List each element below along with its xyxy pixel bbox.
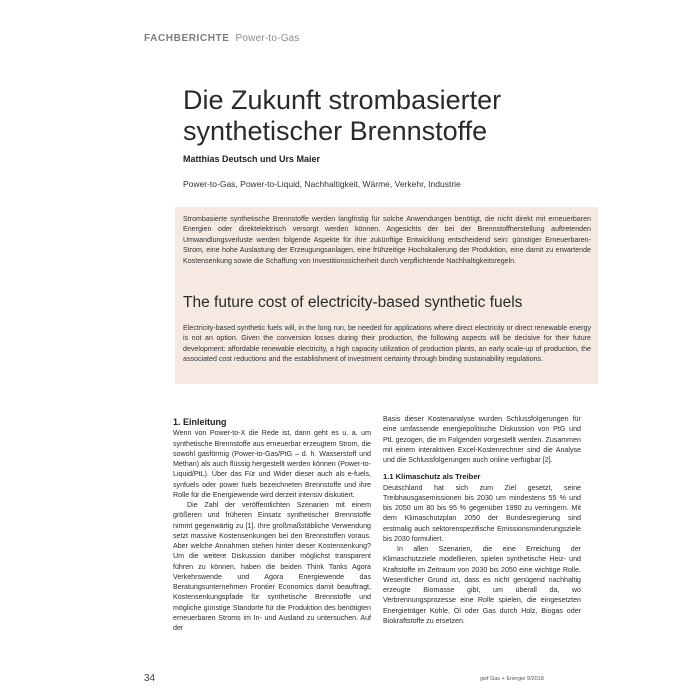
paragraph: Die Zahl der veröffentlichten Szenarien mit einem größeren und früheren Einsatz synthetischer Brennstoffe nimmt gegenwärtig zu [1]. Ihre großmaßstäbliche Verwendung setzt massive Kostensenkungen bei den Brennstoffen voraus. Aber welche Annahmen stehen hinter dieser Kostensenkung? Um die weitere Diskussion darüber möglichst transparent führen zu können, haben die beiden Think Tanks Agora Verkehrswende und Agora Energiewende das Beratungsunternehmen Frontier Economics damit beauftragt, Kostensenkungspfade für synthetische Brennstoffe und mögliche günstige Standorte für die Produktion des benötigten erneuerbaren Stroms im In- und Ausland zu untersuchen. Auf der bbox=[173, 501, 371, 632]
abstract-german: Strombasierte synthetische Brennstoffe werden langfristig für solche Anwendungen benötigt, die nicht direkt mit erneuerbaren Energien oder direktelektrisch versorgt werden können. Angesichts der bei der Brennstoffherstellung auftretenden Umwandlungsverluste werden folgende Aspekte für ihre zukünftige Entwicklung entscheidend sein: günstiger Erneuerbaren-Strom, eine hohe Auslastung der Erzeugungsanlagen, eine frühzeitige Hochskalierung der Produktion, eine damit zu erwartende Kostensenkung sowie die Schaffung von Investitionssicherheit durch verpflichtende Nachhaltigkeitsregeln. bbox=[183, 215, 591, 265]
paragraph: Deutschland hat sich zum Ziel gesetzt, seine Treibhausgasemissionen bis 2030 um mindestens 55 % und bis 2050 um 80 bis 95 % gegenüber 1990 zu verringern. Mit dem Klimaschutzplan 2050 der Bundesregierung sind erstmalig auch sektorenspezifische Emissionsminderungsziele bis 2030 formuliert. bbox=[383, 483, 581, 543]
section-heading-introduction: 1. Einleitung bbox=[173, 417, 227, 427]
section-label bbox=[144, 33, 300, 44]
paragraph: Wenn von Power-to-X die Rede ist, dann geht es u. a. um synthetische Brennstoffe aus erneuerbar erzeugtem Strom, die sowohl gasförmig (Power-to-Gas/PtG – d. h. Wasserstoff und Methan) als auch flüssig hergestellt werden können (Power-to-Liquid/PtL). Über das Für und Wider dieser auch als e-fuels, synfuels oder power fuels bezeichneten Brennstoffe und ihre Rolle für die Energiewende wird derzeit intensiv diskutiert. bbox=[173, 429, 371, 499]
section-heading-climate: 1.1 Klimaschutz als Treiber bbox=[383, 472, 481, 482]
keywords: Power-to-Gas, Power-to-Liquid, Nachhaltigkeit, Wärme, Verkehr, Industrie bbox=[183, 179, 461, 189]
body-column-left bbox=[173, 417, 371, 633]
paragraph: Basis dieser Kostenanalyse wurden Schlussfolgerungen für eine umfassende energiepolitische Diskussion von PtG und PtL gezogen, die im Folgenden vorgestellt werden. Zusammen mit einem interaktiven Excel-Kostenrechner sind die Analyse und die Schlussfolgerungen auch online verfügbar [2]. bbox=[383, 415, 581, 464]
title-line-1: Die Zukunft strombasierter bbox=[183, 85, 502, 115]
title-line-2: synthetischer Brennstoffe bbox=[183, 116, 488, 146]
subsection-name: Power-to-Gas bbox=[235, 33, 300, 44]
body-column-right bbox=[383, 414, 581, 626]
paragraph: In allen Szenarien, die eine Erreichung der Klimaschutzziele modellieren, spielen synthetische Heiz- und Kraftstoffe im Zeitraum von 2030 bis 2050 eine wichtige Rolle. Wesentlicher Grund ist, dass es nicht genügend nachhaltig erzeugte Biomasse gibt, um überall da, wo Verbrennungsprozesse eine Rolle spielen, die eingesetzten Energieträger Kohle, Öl oder Gas durch Holz, Biogas oder Biokraftstoffe zu ersetzen. bbox=[383, 545, 581, 625]
abstract-english: Electricity-based synthetic fuels will, in the long run, be needed for applications where direct electricity or direct renewable energy is not an option. Given the conversion losses during their production, the following aspects will be decisive for their future development: affordable renewable electricity, a high capacity utilization of production plants, an early scale-up of production, the associated cost reductions and the establishment of investment certainty through binding sustainability regulations. bbox=[183, 324, 591, 364]
abstract-english-title: The future cost of electricity-based synthetic fuels bbox=[183, 294, 523, 311]
authors: Matthias Deutsch und Urs Maier bbox=[183, 154, 321, 164]
journal-info: gwf Gas + Energie 9/2018 bbox=[480, 676, 544, 682]
page-number: 34 bbox=[144, 673, 156, 684]
article-title bbox=[183, 85, 623, 147]
section-name: FACHBERICHTE bbox=[144, 33, 230, 44]
